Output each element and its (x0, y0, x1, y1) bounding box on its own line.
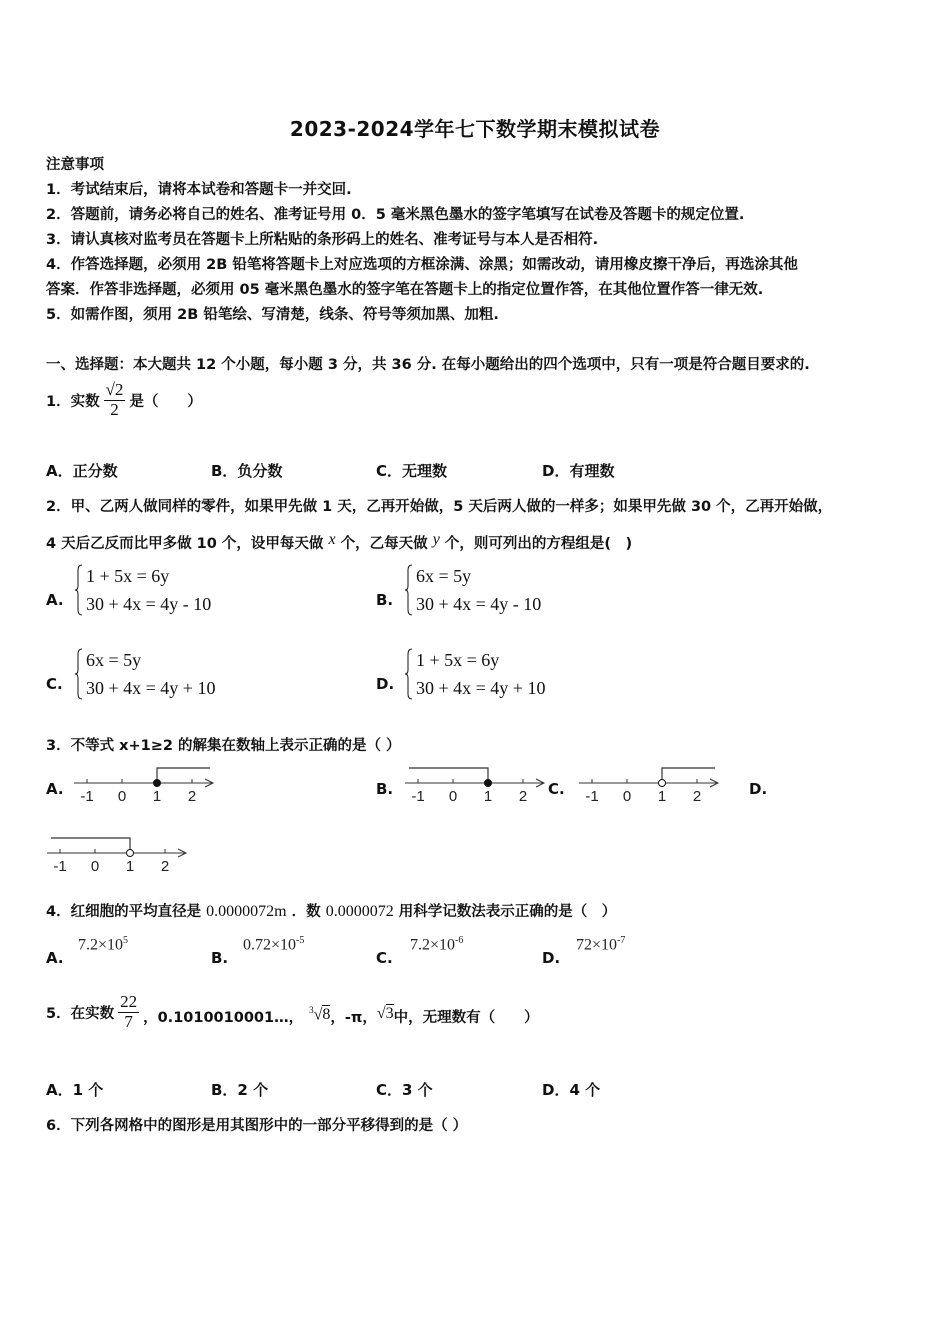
q5-fraction (118, 993, 139, 1031)
q4-a-mantissa: 7.2×10 (78, 936, 124, 954)
q2-line-2 (46, 532, 632, 553)
q5-cube-root: $^3$√8 (309, 1004, 331, 1023)
q2-line-1: 2．甲、乙两人做同样的零件，如果甲先做 1 天，乙再开始做，5 天后两人做的一样多；如果甲先做 30 个，乙再开始做， (46, 499, 833, 515)
q4-option-b-value[interactable] (243, 935, 304, 954)
q3-option-a-label[interactable]: A. (46, 780, 64, 798)
q5-frac-den: 7 (124, 1011, 133, 1031)
q2-var-y: y (432, 531, 440, 548)
q4-value-2: 0.0000072 (325, 903, 394, 920)
notice-heading: 注意事项 (46, 157, 104, 173)
q4-c-exponent: -6 (455, 935, 464, 946)
q2-text-b: 个，乙每天做 (340, 536, 428, 552)
notice-item-4-cont: 答案．作答非选择题，必须用 05 毫米黑色墨水的签字笔在答题卡上的指定位置作答，在其他位置作答一律无效. (46, 282, 764, 298)
q4-option-c-label[interactable]: C. (376, 949, 393, 967)
q3-option-c-number-line[interactable] (577, 764, 722, 806)
q2-option-a-label[interactable]: A. (46, 591, 64, 609)
page-title: 2023-2024学年七下数学期末模拟试卷 (289, 117, 661, 141)
q2-text-a: 4 天后乙反而比甲多做 10 个，设甲每天做 (46, 536, 324, 552)
open-point (127, 850, 134, 857)
q4-mid: ．数 (291, 904, 321, 920)
q2-d-eq1: 1 + 5x = 6y (416, 650, 500, 670)
closed-point (154, 780, 161, 787)
q5-sqrt-radicand: 3 (385, 1005, 394, 1023)
q2-option-a-system[interactable] (75, 562, 245, 620)
q1-option-a[interactable]: A．正分数 (46, 462, 118, 480)
q4-suffix: 用科学记数法表示正确的是（ ） (398, 904, 617, 920)
q4-b-mantissa: 0.72×10 (243, 936, 297, 954)
tick-label: 1 (657, 788, 667, 805)
q5-option-a[interactable]: A．1 个 (46, 1081, 104, 1099)
q3-option-c-label[interactable]: C. (548, 780, 565, 798)
q2-b-eq2: 30 + 4x = 4y - 10 (416, 594, 542, 614)
q1-fraction (104, 381, 126, 419)
q2-option-b-label[interactable]: B. (376, 591, 394, 609)
notice-item-4: 4．作答选择题，必须用 2B 铅笔将答题卡上对应选项的方框涂满、涂黑；如需改动，请用橡皮擦干净后，再选涂其他 (46, 257, 798, 273)
q6-text: 6．下列各网格中的图形是用其图形中的一部分平移得到的是（ ） (46, 1118, 468, 1134)
q4-option-d-value[interactable] (576, 935, 625, 954)
brace-icon (75, 648, 83, 700)
tick-label: 0 (117, 788, 127, 805)
q1-suffix: 是（ ） (129, 393, 202, 410)
q1-prefix: 1．实数 (46, 393, 100, 410)
q2-d-eq2: 30 + 4x = 4y + 10 (416, 678, 546, 698)
tick-label: 0 (90, 858, 100, 875)
q4-prefix: 4．红细胞的平均直径是 (46, 904, 202, 920)
tick-label: 1 (125, 858, 135, 875)
q2-option-b-system[interactable] (405, 562, 575, 620)
q5-cbrt-radicand: 8 (322, 1005, 331, 1023)
q2-b-eq1: 6x = 5y (416, 566, 472, 586)
q4-d-exponent: -7 (617, 935, 626, 946)
q2-var-x: x (328, 531, 336, 548)
tick-label: -1 (411, 788, 425, 805)
brace-icon (405, 564, 413, 616)
tick-label: 0 (622, 788, 632, 805)
tick-label: 2 (160, 858, 170, 875)
q2-option-d-system[interactable] (405, 646, 575, 704)
q3-option-d-label[interactable]: D. (749, 780, 768, 798)
q2-c-eq1: 6x = 5y (86, 650, 142, 670)
q2-option-c-system[interactable] (75, 646, 245, 704)
q3-option-b-label[interactable]: B. (376, 780, 394, 798)
tick-label: 2 (518, 788, 528, 805)
q2-a-eq2: 30 + 4x = 4y - 10 (86, 594, 212, 614)
q4-option-b-label[interactable]: B. (211, 949, 229, 967)
q1-option-c[interactable]: C．无理数 (376, 462, 448, 480)
closed-point (485, 780, 492, 787)
q2-text-c: 个，则可列出的方程组是( ) (444, 536, 633, 552)
notice-item-3: 3．请认真核对监考员在答题卡上所粘贴的条形码上的姓名、准考证号与本人是否相符. (46, 232, 599, 248)
brace-icon (75, 564, 83, 616)
q5-suffix: 中，无理数有（ ） (393, 1009, 539, 1026)
q5-list: ，0.1010010001…， (143, 1009, 304, 1026)
section-heading: 一、选择题：本大题共 12 个小题，每小题 3 分，共 36 分. 在每小题给出的四个选项中，只有一项是符合题目要求的. (46, 357, 810, 373)
notice-item-1: 1．考试结束后，请将本试卷和答题卡一并交回. (46, 182, 352, 198)
question-5 (46, 993, 539, 1031)
q1-option-d[interactable]: D．有理数 (542, 462, 615, 480)
q2-option-c-label[interactable]: C. (46, 675, 63, 693)
solution-ray (157, 768, 210, 779)
brace-icon (405, 648, 413, 700)
q5-cbrt-index: 3 (309, 1004, 314, 1015)
q5-option-c[interactable]: C．3 个 (376, 1081, 433, 1099)
tick-label: -1 (80, 788, 94, 805)
tick-label: 0 (448, 788, 458, 805)
question-1 (46, 381, 202, 419)
q4-option-a-value[interactable] (78, 935, 128, 954)
q5-option-b[interactable]: B．2 个 (211, 1081, 269, 1099)
q2-option-d-label[interactable]: D. (376, 675, 395, 693)
q5-frac-num: 22 (120, 992, 138, 1011)
q5-prefix: 5．在实数 (46, 1005, 115, 1022)
tick-label: -1 (585, 788, 599, 805)
q1-frac-num: √2 (105, 380, 124, 399)
tick-label: 2 (187, 788, 197, 805)
solution-ray (409, 768, 488, 779)
tick-label: 2 (692, 788, 702, 805)
tick-label: 1 (483, 788, 493, 805)
q4-c-mantissa: 7.2×10 (410, 936, 456, 954)
open-point (659, 780, 666, 787)
q3-option-b-number-line[interactable] (403, 764, 548, 806)
q3-text: 3．不等式 x+1≥2 的解集在数轴上表示正确的是（ ） (46, 738, 401, 754)
solution-ray (662, 768, 715, 779)
q2-a-eq1: 1 + 5x = 6y (86, 566, 170, 586)
solution-ray (51, 838, 130, 849)
q1-frac-den: 2 (110, 399, 119, 419)
tick-label: 1 (152, 788, 162, 805)
notice-item-2: 2．答题前，请务必将自己的姓名、准考证号用 0．5 毫米黑色墨水的签字笔填写在试卷及答题卡的规定位置. (46, 207, 745, 223)
q4-text (46, 900, 616, 921)
q5-pi: ，-π， (330, 1009, 377, 1026)
q4-option-d-label[interactable]: D. (542, 949, 561, 967)
q1-option-b[interactable]: B．负分数 (211, 462, 283, 480)
q4-d-mantissa: 72×10 (576, 936, 618, 954)
q5-option-d[interactable]: D．4 个 (542, 1081, 601, 1099)
q4-b-exponent: -5 (296, 935, 305, 946)
q4-option-a-label[interactable]: A. (46, 949, 64, 967)
tick-label: -1 (53, 858, 67, 875)
q4-option-c-value[interactable] (410, 935, 463, 954)
q4-value-1: 0.0000072m (206, 903, 287, 920)
q3-option-d-number-line[interactable] (45, 834, 190, 876)
q2-c-eq2: 30 + 4x = 4y + 10 (86, 678, 216, 698)
q3-option-a-number-line[interactable] (72, 764, 217, 806)
q5-sqrt: √3 (376, 1005, 394, 1023)
q4-a-exponent: 5 (123, 935, 129, 946)
notice-item-5: 5．如需作图，须用 2B 铅笔绘、写清楚，线条、符号等须加黑、加粗. (46, 307, 499, 323)
